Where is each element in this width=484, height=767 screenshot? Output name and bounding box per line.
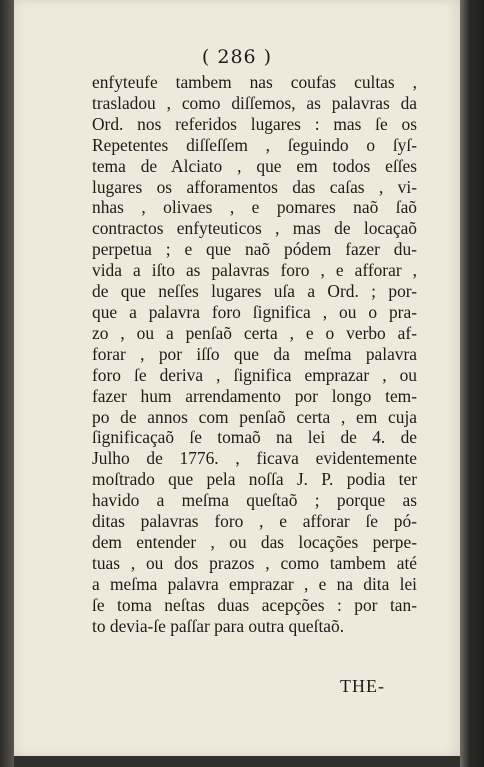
text-line: nhas , olivaes , e pomares naõ ſaõ: [92, 197, 417, 218]
text-line: foro ſe deriva , ſignifica emprazar , ou: [92, 364, 417, 385]
text-line: Julho de 1776. , ficava evidentemente: [92, 448, 417, 469]
text-line: zo , ou a penſaõ certa , e o verbo af-: [92, 322, 417, 343]
text-line: vida a iſto as palavras foro , e afforar ,: [92, 260, 417, 281]
text-line: Repetentes diſſeſſem , ſeguindo o ſyſ-: [92, 134, 417, 155]
text-line: ſignificaçaõ ſe tomaõ na lei de 4. de: [92, 427, 417, 448]
body-text: [92, 72, 417, 636]
page-edge: [460, 0, 484, 767]
text-line: po de annos com penſaõ certa , em cuja: [92, 406, 417, 427]
book-gutter: [0, 0, 14, 767]
text-line: tuas , ou dos prazos , como tambem até: [92, 552, 417, 573]
text-line: havido a meſma queſtaõ ; porque as: [92, 490, 417, 511]
text-line: enfyteufe tambem nas coufas cultas ,: [92, 72, 417, 92]
catchword: THE-: [340, 676, 385, 696]
text-line: Ord. nos referidos lugares : mas ſe os: [92, 113, 417, 134]
text-line: dem entender , ou das locações perpe-: [92, 531, 417, 552]
text-line: ſe toma neſtas duas acepções : por tan-: [92, 594, 417, 615]
text-line: lugares os afforamentos das caſas , vi-: [92, 176, 417, 197]
text-line: ditas palavras foro , e afforar ſe pó-: [92, 511, 417, 532]
text-line: to devia-ſe paſſar para outra queſtaõ.: [92, 615, 345, 636]
text-line: tema de Alciato , que em todos eſſes: [92, 155, 417, 176]
text-line: contractos enfyteuticos , mas de locaçaõ: [92, 218, 417, 239]
text-line: perpetua ; e que naõ pódem fazer du-: [92, 239, 417, 260]
text-line: trasladou , como diſſemos, as palavras da: [92, 92, 417, 113]
text-line: forar , por iſſo que da meſma palavra: [92, 343, 417, 364]
text-line: fazer hum arrendamento por longo tem-: [92, 385, 417, 406]
text-line: moſtrado que pela noſſa J. P. podia ter: [92, 469, 417, 490]
text-line: a meſma palavra emprazar , e na dita lei: [92, 573, 417, 594]
page-number: ( 286 ): [201, 46, 273, 68]
text-line: de que neſſes lugares uſa a Ord. ; por-: [92, 281, 417, 302]
text-line: que a palavra foro ſignifica , ou o pra-: [92, 301, 417, 322]
